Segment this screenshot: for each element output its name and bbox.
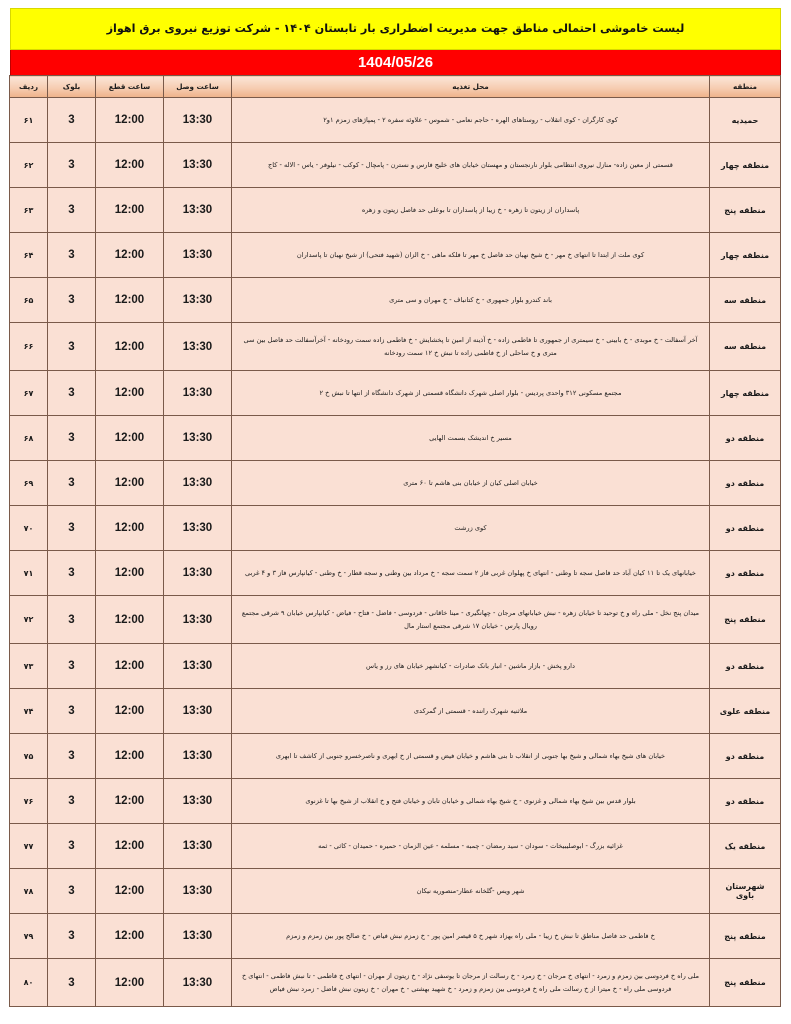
table-row [10, 914, 781, 959]
cell-rownum: ۷۷ [10, 824, 48, 869]
cell-feed-location: خیابانهای یک تا ۱۱ کیان آباد حد فاصل سجه تا وطنی - انتهای خ پهلوان غربی فاز ۲ سمت سجه - خ مرداد بین وطنی و سجه قطار - خ وطنی - کیانپارس فاز ۳ و ۴ غربی [232, 551, 710, 596]
table-row [10, 323, 781, 371]
cell-feed-location: قسمتی از معین زاده- منازل نیروی انتظامی بلوار نارنجستان و مهستان خیابان های خلیج فارس و نسترن - پامچال - کوکب - نیلوفر - یاس - الاله - کاج [232, 143, 710, 188]
table-row [10, 734, 781, 779]
cell-restore-time: 13:30 [164, 869, 232, 914]
column-header-cut-time: ساعت قطع [96, 76, 164, 98]
cell-feed-location: شهر ویس -گلخانه عطار-منصوریه نیکان [232, 869, 710, 914]
cell-block: 3 [48, 371, 96, 416]
cell-feed-location: مسیر خ اندیشک بسمت الهایی [232, 416, 710, 461]
cell-cut-time: 12:00 [96, 959, 164, 1007]
cell-block: 3 [48, 734, 96, 779]
cell-cut-time: 12:00 [96, 506, 164, 551]
cell-restore-time: 13:30 [164, 506, 232, 551]
cell-block: 3 [48, 596, 96, 644]
table-row [10, 689, 781, 734]
cell-rownum: ۷۵ [10, 734, 48, 779]
cell-restore-time: 13:30 [164, 644, 232, 689]
cell-region: منطقه چهار [710, 233, 781, 278]
cell-feed-location: کوی کارگران - کوی انقلاب - روستاهای الهره - حاجم نعامی - شموس - علاوئه سفره ۲ - پمپاژهای زمزم ۱و۲ [232, 98, 710, 143]
cell-block: 3 [48, 323, 96, 371]
cell-rownum: ۷۳ [10, 644, 48, 689]
cell-cut-time: 12:00 [96, 461, 164, 506]
cell-cut-time: 12:00 [96, 416, 164, 461]
table-row [10, 233, 781, 278]
cell-feed-location: پاسداران از زیتون تا زهره - خ زیبا از پاسداران تا بوعلی حد فاصل زیتون و زهره [232, 188, 710, 233]
cell-region: منطقه پنج [710, 959, 781, 1007]
cell-cut-time: 12:00 [96, 278, 164, 323]
cell-region: منطقه پنج [710, 596, 781, 644]
cell-rownum: ۷۰ [10, 506, 48, 551]
cell-cut-time: 12:00 [96, 371, 164, 416]
cell-rownum: ۷۸ [10, 869, 48, 914]
cell-restore-time: 13:30 [164, 233, 232, 278]
cell-restore-time: 13:30 [164, 551, 232, 596]
cell-restore-time: 13:30 [164, 278, 232, 323]
cell-region: منطقه دو [710, 461, 781, 506]
cell-region: منطقه سه [710, 323, 781, 371]
cell-feed-location: ملاثنیه شهرک راننده - قسمتی از گمرکدی [232, 689, 710, 734]
cell-cut-time: 12:00 [96, 734, 164, 779]
schedule-date: 1404/05/26 [357, 54, 434, 71]
cell-region: منطقه پنج [710, 914, 781, 959]
cell-cut-time: 12:00 [96, 233, 164, 278]
cell-region: منطقه سه [710, 278, 781, 323]
cell-restore-time: 13:30 [164, 416, 232, 461]
table-row [10, 644, 781, 689]
cell-block: 3 [48, 278, 96, 323]
cell-restore-time: 13:30 [164, 824, 232, 869]
cell-cut-time: 12:00 [96, 779, 164, 824]
cell-block: 3 [48, 779, 96, 824]
table-row [10, 869, 781, 914]
cell-block: 3 [48, 233, 96, 278]
column-header-region: منطقه [710, 76, 781, 98]
cell-rownum: ۷۹ [10, 914, 48, 959]
cell-region: حمیدیه [710, 98, 781, 143]
cell-block: 3 [48, 416, 96, 461]
cell-feed-location: غزائیه بزرگ - ابوصلیبیخات - سودان - سید رمضان - چمبه - مسلمه - عین الزمان - حمیره - حمیدان - کاثی - ثمه [232, 824, 710, 869]
cell-feed-location: خیابان های شیخ بهاء شمالی و شیخ بها جنوبی از انقلاب تا بنی هاشم و خیابان فیض و قسمتی از خ ابهری و ناصرخسرو جنوبی از کاشف تا ابهری [232, 734, 710, 779]
cell-cut-time: 12:00 [96, 596, 164, 644]
table-row [10, 143, 781, 188]
cell-cut-time: 12:00 [96, 323, 164, 371]
outage-schedule-table [9, 75, 781, 1007]
date-banner [10, 50, 781, 75]
cell-restore-time: 13:30 [164, 596, 232, 644]
cell-restore-time: 13:30 [164, 323, 232, 371]
cell-block: 3 [48, 551, 96, 596]
table-body [10, 98, 781, 1007]
column-header-feed: محل تغذیه [232, 76, 710, 98]
cell-region: منطقه چهار [710, 371, 781, 416]
cell-block: 3 [48, 959, 96, 1007]
cell-rownum: ۶۳ [10, 188, 48, 233]
table-row [10, 188, 781, 233]
column-header-rownum: ردیف [10, 76, 48, 98]
table-row [10, 551, 781, 596]
cell-restore-time: 13:30 [164, 188, 232, 233]
cell-feed-location: ملی راه خ فردوسی بین زمزم و زمرد - انتهای خ مرجان - خ زمرد - خ رسالت از مرجان تا یوسفی نژاد - خ زیتون از مهران - انتهای خ فاطمی - تا نبش فاطمی - انتهای خ فردوسی ملی راه - خ میترا از خ رسالت ملی راه خ فردوسی بین زمزم و زمرد - خ شهید بهشتی - خ مهران - خ زیتون نبش فاضل - زمرد نبش فیاض [232, 959, 710, 1007]
cell-feed-location: خ فاطمی حد فاصل مناطق تا نبش خ زیبا - ملی راه بهزاد شهر خ ۵ قیصر امین پور - خ زمزم نبش فیاض - خ صالح پور بین زمزم و زمزم [232, 914, 710, 959]
cell-restore-time: 13:30 [164, 959, 232, 1007]
cell-rownum: ۷۴ [10, 689, 48, 734]
cell-restore-time: 13:30 [164, 371, 232, 416]
cell-feed-location: کوی ملت از ابتدا تا انتهای خ مهر - خ شیخ نهبان حد فاصل خ مهر تا فلکه ماهی - خ الزان (شهید فتحی) از شیخ نهبان تا پاسداران [232, 233, 710, 278]
cell-rownum: ۷۲ [10, 596, 48, 644]
column-header-restore-time: ساعت وصل [164, 76, 232, 98]
column-header-block: بلوک [48, 76, 96, 98]
cell-region: منطقه دو [710, 551, 781, 596]
cell-block: 3 [48, 461, 96, 506]
table-row [10, 98, 781, 143]
cell-block: 3 [48, 143, 96, 188]
cell-restore-time: 13:30 [164, 143, 232, 188]
cell-region: منطقه یک [710, 824, 781, 869]
table-row [10, 461, 781, 506]
cell-block: 3 [48, 644, 96, 689]
table-row [10, 959, 781, 1007]
cell-region: منطقه دو [710, 416, 781, 461]
cell-rownum: ۶۶ [10, 323, 48, 371]
cell-cut-time: 12:00 [96, 644, 164, 689]
cell-cut-time: 12:00 [96, 869, 164, 914]
cell-rownum: ۸۰ [10, 959, 48, 1007]
cell-cut-time: 12:00 [96, 689, 164, 734]
cell-region: منطقه علوی [710, 689, 781, 734]
cell-block: 3 [48, 869, 96, 914]
cell-rownum: ۶۴ [10, 233, 48, 278]
cell-region: منطقه چهار [710, 143, 781, 188]
cell-cut-time: 12:00 [96, 551, 164, 596]
cell-region: منطقه دو [710, 506, 781, 551]
title-banner [10, 8, 781, 50]
table-header-row [10, 76, 781, 98]
cell-rownum: ۷۶ [10, 779, 48, 824]
cell-feed-location: باند کندرو بلوار جمهوری - خ کتانباف - خ مهران و سی متری [232, 278, 710, 323]
cell-region: منطقه دو [710, 644, 781, 689]
cell-feed-location: مجتمع مسکونی ۳۱۲ واحدی پردیس - بلوار اصلی شهرک دانشگاه قسمتی از شهرک دانشگاه از انتها تا نبش خ ۲ [232, 371, 710, 416]
cell-cut-time: 12:00 [96, 824, 164, 869]
page-title: لیست خاموشی احتمالی مناطق جهت مدیریت اضطراری بار تابستان ۱۴۰۴ - شرکت توزیع نیروی برق اهواز [106, 22, 685, 36]
cell-block: 3 [48, 824, 96, 869]
cell-block: 3 [48, 914, 96, 959]
cell-feed-location: میدان پنج نخل - ملی راه و خ توحید تا خیابان زهره - نبش خیابانهای مرجان - چهانگیری - مینا خاقانی - فردوسی - فاضل - فتاح - فیاض - کیانپارس خیابان ۹ شرقی مجتمع رویال پارس - خیابان ۱۷ شرقی مجتمع استار مال [232, 596, 710, 644]
cell-feed-location: کوی زرشت [232, 506, 710, 551]
cell-restore-time: 13:30 [164, 779, 232, 824]
cell-feed-location: خیابان اصلی کیان از خیابان بنی هاشم تا ۶۰ متری [232, 461, 710, 506]
cell-restore-time: 13:30 [164, 914, 232, 959]
cell-block: 3 [48, 98, 96, 143]
table-header [10, 76, 781, 98]
cell-feed-location: دارو پخش - بازار ماشین - انبار بانک صادرات - کیانشهر خیابان های رز و یاس [232, 644, 710, 689]
cell-rownum: ۶۵ [10, 278, 48, 323]
cell-restore-time: 13:30 [164, 734, 232, 779]
cell-cut-time: 12:00 [96, 98, 164, 143]
cell-rownum: ۶۹ [10, 461, 48, 506]
table-row [10, 278, 781, 323]
cell-rownum: ۷۱ [10, 551, 48, 596]
cell-restore-time: 13:30 [164, 689, 232, 734]
cell-restore-time: 13:30 [164, 98, 232, 143]
table-row [10, 416, 781, 461]
cell-rownum: ۶۷ [10, 371, 48, 416]
cell-region: منطقه پنج [710, 188, 781, 233]
table-row [10, 596, 781, 644]
table-row [10, 824, 781, 869]
cell-cut-time: 12:00 [96, 188, 164, 233]
cell-block: 3 [48, 689, 96, 734]
table-row [10, 506, 781, 551]
cell-block: 3 [48, 188, 96, 233]
cell-cut-time: 12:00 [96, 143, 164, 188]
cell-region: منطقه دو [710, 779, 781, 824]
cell-feed-location: آخر آسفالت - خ موبدی - خ بابینی - خ سیمتری از جمهوری تا فاطمی زاده - خ آذینه از امین تا پخشایش - خ فاطمی زاده سمت رودخانه - آخرآسفالت حد فاصل بین سی متری و خ ساحلی از خ فاطمی زاده تا نبش خ ۱۲ سمت رودخانه [232, 323, 710, 371]
cell-region: شهرستان باوی [710, 869, 781, 914]
cell-rownum: ۶۸ [10, 416, 48, 461]
table-row [10, 779, 781, 824]
cell-block: 3 [48, 506, 96, 551]
cell-rownum: ۶۲ [10, 143, 48, 188]
cell-cut-time: 12:00 [96, 914, 164, 959]
cell-restore-time: 13:30 [164, 461, 232, 506]
cell-rownum: ۶۱ [10, 98, 48, 143]
table-row [10, 371, 781, 416]
cell-region: منطقه دو [710, 734, 781, 779]
cell-feed-location: بلوار قدس بین شیخ بهاء شمالی و غزنوی - خ شیخ بهاء شمالی و خیابان تابان و خیابان فتح و خ انقلاب از شیخ بها تا غزنوی [232, 779, 710, 824]
